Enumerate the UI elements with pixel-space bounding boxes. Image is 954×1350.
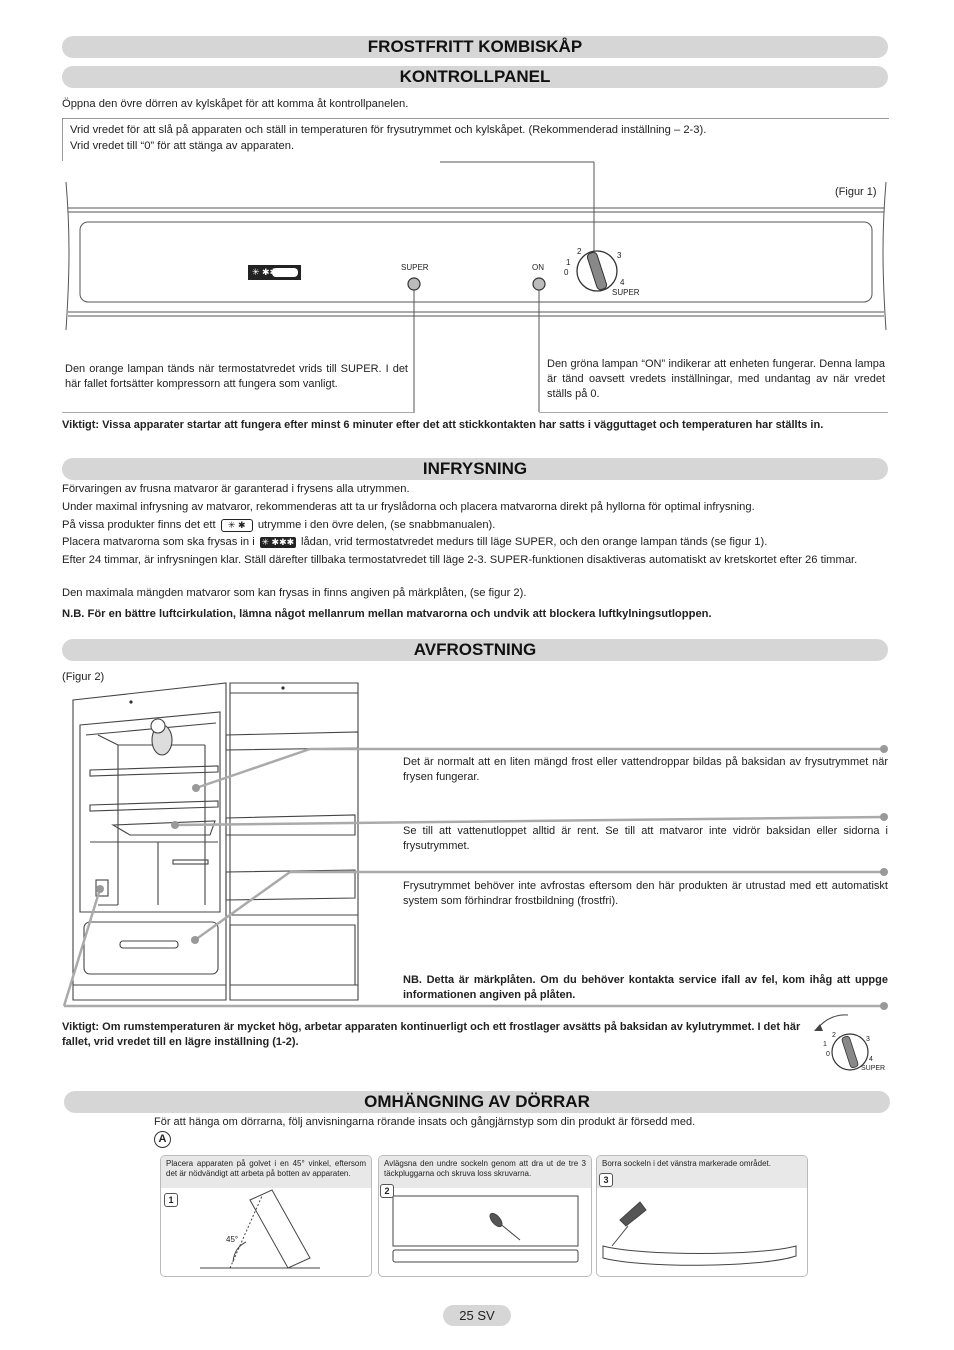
small-knob-label-0: 0 (826, 1051, 830, 1058)
infrysning-line-4a: Placera matvarorna som ska frysas in i (62, 536, 255, 548)
step-1-angle-label: 45° (226, 1235, 239, 1244)
small-knob-label-3: 3 (866, 1036, 870, 1043)
doc-title-bar: FROSTFRITT KOMBISKÅP (62, 36, 888, 58)
kontrollpanel-title-bar: KONTROLLPANEL (62, 66, 888, 88)
knob-label-3: 3 (617, 251, 622, 260)
step-2-text: Avlägsna den undre sockeln genom att dra ut de tre 3 täckpluggarna och skruva loss skruvarna. (379, 1156, 591, 1188)
step-1-number: 1 (164, 1193, 178, 1207)
figure-2-label: (Figur 2) (62, 671, 105, 683)
orange-lamp-note: Den orange lampan tänds när termostatvredet vrids till SUPER. I det här fallet fortsätter kompressorn att fungera som vanligt. (65, 363, 408, 390)
instruction-line-2: Vrid vredet till “0” för att stänga av apparaten. (70, 140, 295, 152)
infrysning-line-6: Den maximala mängden matvaror som kan frysas in finns angiven på märkplåten, (se figur 2). (62, 587, 527, 599)
step-3-text: Borra sockeln i det vänstra markerade området. (597, 1156, 807, 1188)
knob-label-2: 2 (577, 247, 582, 256)
infrysning-line-3b: utrymme i den övre delen, (se snabbmanualen). (257, 519, 496, 531)
infrysning-line-5: Efter 24 timmar, är infrysningen klar. Ställ därefter tillbaka termostatvredet till läge 2-3. SUPER-funktionen disaktiveras automatiskt av kretskortet efter 26 timmar. (62, 554, 858, 566)
freezer-drawer-icon: ✳ ✱✱✱ (261, 536, 295, 547)
infrysning-note: N.B. För en bättre luftcirkulation, lämna något mellanrum mellan matvarorna och undvik att blockera luftkylningsutloppen. (62, 608, 712, 620)
omhangning-title-bar: OMHÄNGNING AV DÖRRAR (64, 1091, 890, 1113)
callout-water-outlet: Se till att vattenutloppet alltid är rent. Se till att matvaror inte vidrör baksidan eller sidorna i frysutrymmet. (403, 825, 888, 852)
infrysning-line-4b: lådan, vrid termostatvredet medurs till läge SUPER, och den orange lampan tänds (se figur 1). (300, 536, 768, 548)
callout-frostfree: Frysutrymmet behöver inte avfrostas eftersom den här produkten är utrustad med ett automatiskt system som förhindrar frostbildning (frostfri). (403, 880, 888, 907)
figure-1-label: (Figur 1) (835, 186, 877, 198)
small-knob-label-super: SUPER (861, 1065, 886, 1072)
control-panel-intro: Öppna den övre dörren av kylskåpet för att komma åt kontrollpanelen. (62, 98, 409, 110)
infrysning-line-3a: På vissa produkter finns det ett (62, 519, 216, 531)
step-1-text: Placera apparaten på golvet i en 45° vinkel, eftersom det är nödvändigt att arbeta på botten av apparaten. (161, 1156, 371, 1188)
page-number: 25 SV (443, 1305, 511, 1326)
knob-label-4: 4 (620, 278, 625, 287)
section-a-badge: A (154, 1131, 171, 1148)
star-compartment-icon: ✳ ✱ (221, 519, 253, 532)
freezer-icon-text: ✳ ✱✱✱ (252, 267, 285, 277)
small-knob-label-2: 2 (832, 1032, 836, 1039)
callout-frost-back: Det är normalt att en liten mängd frost eller vattendroppar bildas på baksidan av frysutrymmet när frysen fungerar. (403, 756, 888, 783)
infrysning-line-2: Under maximal infrysning av matvaror, rekommenderas att ta ur fryslådorna och placera matvarorna direkt på hyllorna för optimal infrysning. (62, 501, 755, 513)
omhangning-intro: För att hänga om dörrarna, följ anvisningarna rörande insats och gångjärnstyp som din produkt är försedd med. (154, 1116, 696, 1128)
small-knob-label-1: 1 (823, 1041, 827, 1048)
avfrostning-title-bar: AVFROSTNING (62, 639, 888, 661)
infrysning-line-1: Förvaringen av frusna matvaror är garanterad i frysens alla utrymmen. (62, 483, 410, 495)
knob-label-0: 0 (564, 268, 569, 277)
small-knob-label-4: 4 (869, 1056, 873, 1063)
infrysning-title-bar: INFRYSNING (62, 458, 888, 480)
knob-label-1: 1 (566, 258, 571, 267)
knob-label-super: SUPER (612, 288, 640, 297)
step-2-number: 2 (380, 1184, 394, 1198)
callout-rating-plate: NB. Detta är märkplåten. Om du behöver kontakta service ifall av fel, kom ihåg att uppge informationen angiven på plåten. (403, 974, 888, 1001)
on-lamp-label: ON (532, 263, 544, 272)
instruction-line-1: Vrid vredet för att slå på apparaten och ställ in temperaturen för frysutrymmet och kylskåpet. (Rekommenderad inställning – 2-3). (70, 124, 707, 136)
super-lamp-label: SUPER (401, 263, 429, 272)
avfrostning-warning: Viktigt: Om rumstemperaturen är mycket hög, arbetar apparaten kontinuerligt och ett frostlager avsätts på baksidan av kylutrymmet. I det här fallet, vrid vredet till en lägre inställning (1-2). (62, 1021, 801, 1048)
startup-warning: Viktigt: Vissa apparater startar att fungera efter minst 6 minuter efter det att stickkontakten har satts i vägguttaget och temperaturen har ställts in. (62, 419, 824, 431)
green-lamp-note: Den gröna lampan “ON” indikerar att enheten fungerar. Denna lampa är tänd oavsett vredets inställningar, med undantag av när vredet ställs på 0. (547, 358, 885, 400)
step-3-number: 3 (599, 1173, 613, 1187)
